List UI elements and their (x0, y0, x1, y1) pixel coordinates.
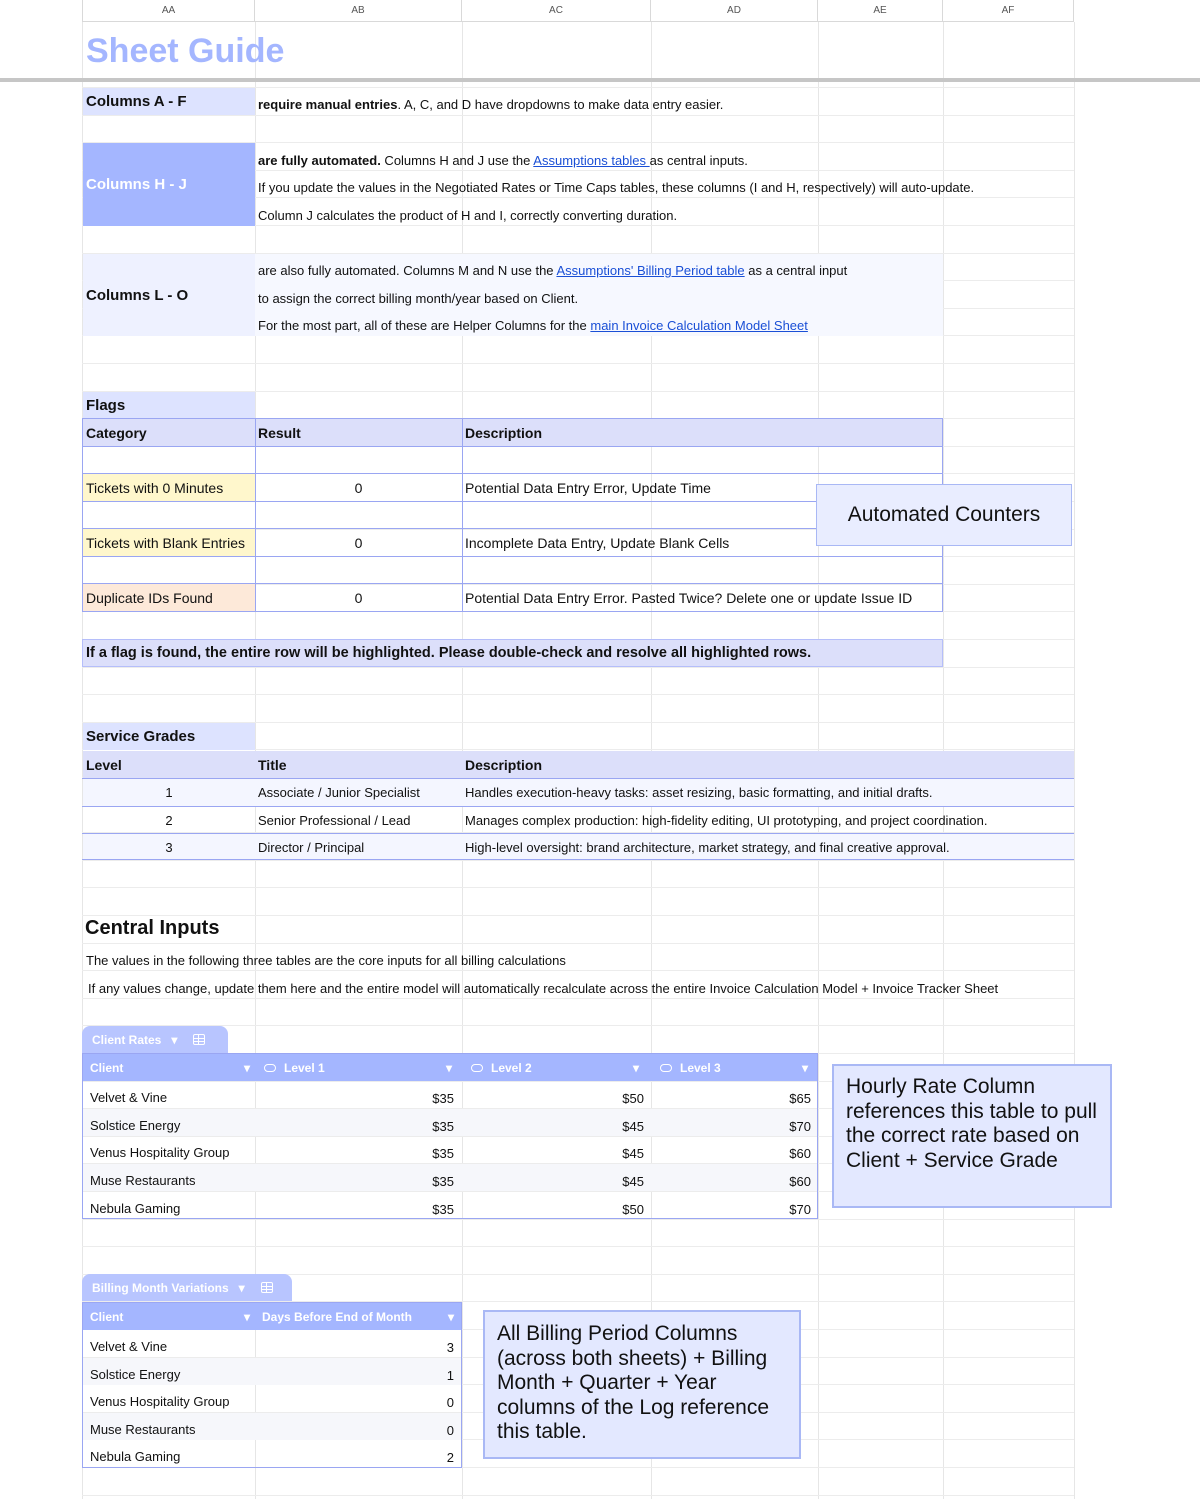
client-rate-l3-2: $70 (789, 1119, 811, 1134)
billing-month-tab-label: Billing Month Variations (92, 1280, 229, 1295)
row-gridline (82, 943, 1074, 944)
automated-counters-callout: Automated Counters (816, 484, 1072, 546)
client-rate-l2-1: $50 (622, 1091, 644, 1106)
grade-description-2: Manages complex production: high-fidelity editing, UI prototyping, and project coordination. (465, 813, 988, 828)
billing-client-4: Muse Restaurants (90, 1422, 196, 1437)
flag-description-zero-minutes: Potential Data Entry Error, Update Time (465, 479, 711, 496)
row-gridline (82, 860, 1074, 861)
column-header-ae[interactable]: AE (818, 0, 943, 22)
flag-category-blank-entries: Tickets with Blank Entries (83, 529, 255, 556)
flags-header-result: Result (258, 424, 301, 441)
flag-result-blank-entries: 0 (354, 534, 363, 551)
chevron-down-icon[interactable]: ▾ (447, 1310, 454, 1324)
grade-description-1: Handles execution-heavy tasks: asset resizing, basic formatting, and initial drafts. (465, 785, 933, 800)
column-header-ac[interactable]: AC (462, 0, 651, 22)
client-rates-header-level1[interactable]: Level 1 ▾ (262, 1056, 458, 1080)
billing-days-2: 1 (446, 1368, 454, 1383)
client-rate-l1-4: $35 (432, 1174, 454, 1189)
client-rates-tab[interactable] (82, 1026, 228, 1053)
grade-title-3: Director / Principal (258, 839, 365, 855)
central-inputs-heading: Central Inputs (85, 917, 220, 939)
table-icon[interactable] (193, 1034, 205, 1045)
client-rate-client-5: Nebula Gaming (90, 1201, 181, 1216)
central-inputs-line1: The values in the following three tables are the core inputs for all billing calculations (86, 953, 566, 968)
columns-a-f-text: require manual entries. A, C, and D have dropdowns to make data entry easier. (258, 97, 724, 112)
column-header-aa[interactable]: AA (82, 0, 255, 22)
row-gridline (82, 1495, 1074, 1496)
columns-l-o-line1: are also fully automated. Columns M and N use the Assumptions' Billing Period table as a central input (258, 263, 848, 278)
grades-header-title: Title (258, 756, 287, 773)
chevron-down-icon[interactable]: ▾ (243, 1310, 250, 1324)
billing-client-1: Velvet & Vine (90, 1339, 168, 1354)
grades-header-level: Level (86, 756, 122, 773)
central-inputs-line2: If any values change, update them here and the entire model will automatically recalculate across the entire Invoice Calculation Model + Invoice Tracker Sheet (88, 981, 999, 996)
row-gridline (82, 694, 1074, 695)
page-title: Sheet Guide (86, 32, 285, 70)
client-rates-header-level3[interactable]: Level 3 ▾ (658, 1056, 812, 1080)
client-rate-l3-1: $65 (789, 1091, 811, 1106)
billing-month-tab[interactable] (82, 1274, 292, 1301)
columns-l-o-label: Columns L - O (83, 254, 255, 336)
columns-h-j-line1: are fully automated. Columns H and J use the Assumptions tables as central inputs. (258, 153, 748, 168)
columns-h-j-line2: If you update the values in the Negotiated Rates or Time Caps tables, these columns (I and H, respectively) will auto-update. (258, 180, 975, 195)
billing-period-callout: All Billing Period Columns (across both sheets) + Billing Month + Quarter + Year columns of the Log reference this table. (483, 1310, 801, 1459)
client-rate-l1-1: $35 (432, 1091, 454, 1106)
columns-a-f-label: Columns A - F (83, 88, 255, 115)
table-icon[interactable] (261, 1282, 273, 1293)
row-gridline (82, 970, 1074, 971)
billing-client-3: Venus Hospitality Group (90, 1394, 230, 1409)
client-rate-l1-3: $35 (432, 1146, 454, 1161)
client-rate-l3-5: $70 (789, 1202, 811, 1217)
column-header-ab[interactable]: AB (255, 0, 462, 22)
billing-client-2: Solstice Energy (90, 1367, 181, 1382)
column-header-ad[interactable]: AD (651, 0, 818, 22)
grade-title-2: Senior Professional / Lead (258, 813, 411, 828)
columns-h-j-line3: Column J calculates the product of H and I, correctly converting duration. (258, 208, 678, 223)
chevron-down-icon[interactable]: ▾ (171, 1032, 178, 1047)
chevron-down-icon[interactable]: ▾ (243, 1061, 250, 1075)
billing-header-days[interactable]: Days Before End of Month ▾ (262, 1310, 454, 1324)
service-grades-heading: Service Grades (83, 723, 255, 750)
flag-highlight-note: If a flag is found, the entire row will be highlighted. Please double-check and resolve all highlighted rows. (82, 639, 943, 667)
flag-category-duplicate-ids: Duplicate IDs Found (83, 584, 255, 611)
billing-header-client[interactable]: Client ▾ (90, 1310, 250, 1324)
flag-result-zero-minutes: 0 (354, 479, 363, 496)
chevron-down-icon[interactable]: ▾ (445, 1061, 452, 1075)
row-gridline (82, 887, 1074, 888)
client-rate-client-4: Muse Restaurants (90, 1173, 196, 1188)
client-rate-l2-4: $45 (622, 1174, 644, 1189)
grade-description-3: High-level oversight: brand architecture, market strategy, and final creative approval. (465, 839, 950, 855)
flags-heading: Flags (83, 392, 255, 419)
client-rate-l3-3: $60 (789, 1146, 811, 1161)
grade-level-3: 3 (165, 839, 173, 855)
client-rates-header-client[interactable]: Client ▾ (90, 1061, 250, 1075)
chevron-down-icon[interactable]: ▾ (632, 1061, 639, 1075)
client-rate-l2-2: $45 (622, 1119, 644, 1134)
columns-l-o-line3: For the most part, all of these are Helper Columns for the main Invoice Calculation Model Sheet (258, 318, 808, 333)
flag-description-blank-entries: Incomplete Data Entry, Update Blank Cells (465, 534, 730, 551)
billing-days-3: 0 (446, 1395, 454, 1410)
client-rate-l1-2: $35 (432, 1119, 454, 1134)
row-gridline (82, 998, 1074, 999)
billing-period-table-link[interactable]: Assumptions' Billing Period table (556, 263, 745, 278)
frozen-row-divider[interactable] (0, 78, 1200, 82)
row-gridline (82, 915, 1074, 916)
chevron-down-icon[interactable]: ▾ (238, 1280, 245, 1295)
row-gridline (82, 1025, 1074, 1026)
flag-description-duplicate-ids: Potential Data Entry Error. Pasted Twice? Delete one or update Issue ID (465, 589, 913, 606)
billing-days-4: 0 (446, 1423, 454, 1438)
grade-title-1: Associate / Junior Specialist (258, 785, 420, 800)
grade-level-2: 2 (165, 813, 173, 828)
client-rate-client-1: Velvet & Vine (90, 1090, 168, 1105)
client-rate-l1-5: $35 (432, 1202, 454, 1217)
flag-category-zero-minutes: Tickets with 0 Minutes (83, 474, 255, 501)
row-gridline (82, 363, 1074, 364)
flags-header-description: Description (465, 424, 543, 441)
assumptions-tables-link[interactable]: Assumptions tables (533, 153, 650, 168)
flags-header-category: Category (86, 424, 147, 441)
row-gridline (82, 1219, 1074, 1220)
billing-days-1: 3 (446, 1340, 454, 1355)
billing-days-5: 2 (446, 1450, 454, 1465)
client-rate-client-3: Venus Hospitality Group (90, 1145, 230, 1160)
invoice-model-sheet-link[interactable]: main Invoice Calculation Model Sheet (590, 318, 808, 333)
grade-level-1: 1 (165, 785, 173, 800)
client-rate-client-2: Solstice Energy (90, 1118, 181, 1133)
row-gridline (82, 115, 1074, 116)
row-gridline (82, 1246, 1074, 1247)
grades-header-description: Description (465, 756, 543, 773)
client-rates-tab-label: Client Rates (92, 1032, 162, 1047)
flag-result-duplicate-ids: 0 (354, 589, 363, 606)
columns-h-j-label: Columns H - J (83, 143, 255, 226)
chevron-down-icon[interactable]: ▾ (801, 1061, 808, 1075)
client-rate-l2-5: $50 (622, 1202, 644, 1217)
client-rate-l3-4: $60 (789, 1174, 811, 1189)
columns-l-o-line2: to assign the correct billing month/year based on Client. (258, 291, 579, 306)
billing-client-5: Nebula Gaming (90, 1449, 181, 1464)
client-rates-header-level2[interactable]: Level 2 ▾ (469, 1056, 645, 1080)
hourly-rate-callout: Hourly Rate Column references this table to pull the correct rate based on Client + Service Grade (832, 1064, 1112, 1208)
client-rate-l2-3: $45 (622, 1146, 644, 1161)
row-gridline (82, 667, 1074, 668)
column-header-af[interactable]: AF (943, 0, 1074, 22)
